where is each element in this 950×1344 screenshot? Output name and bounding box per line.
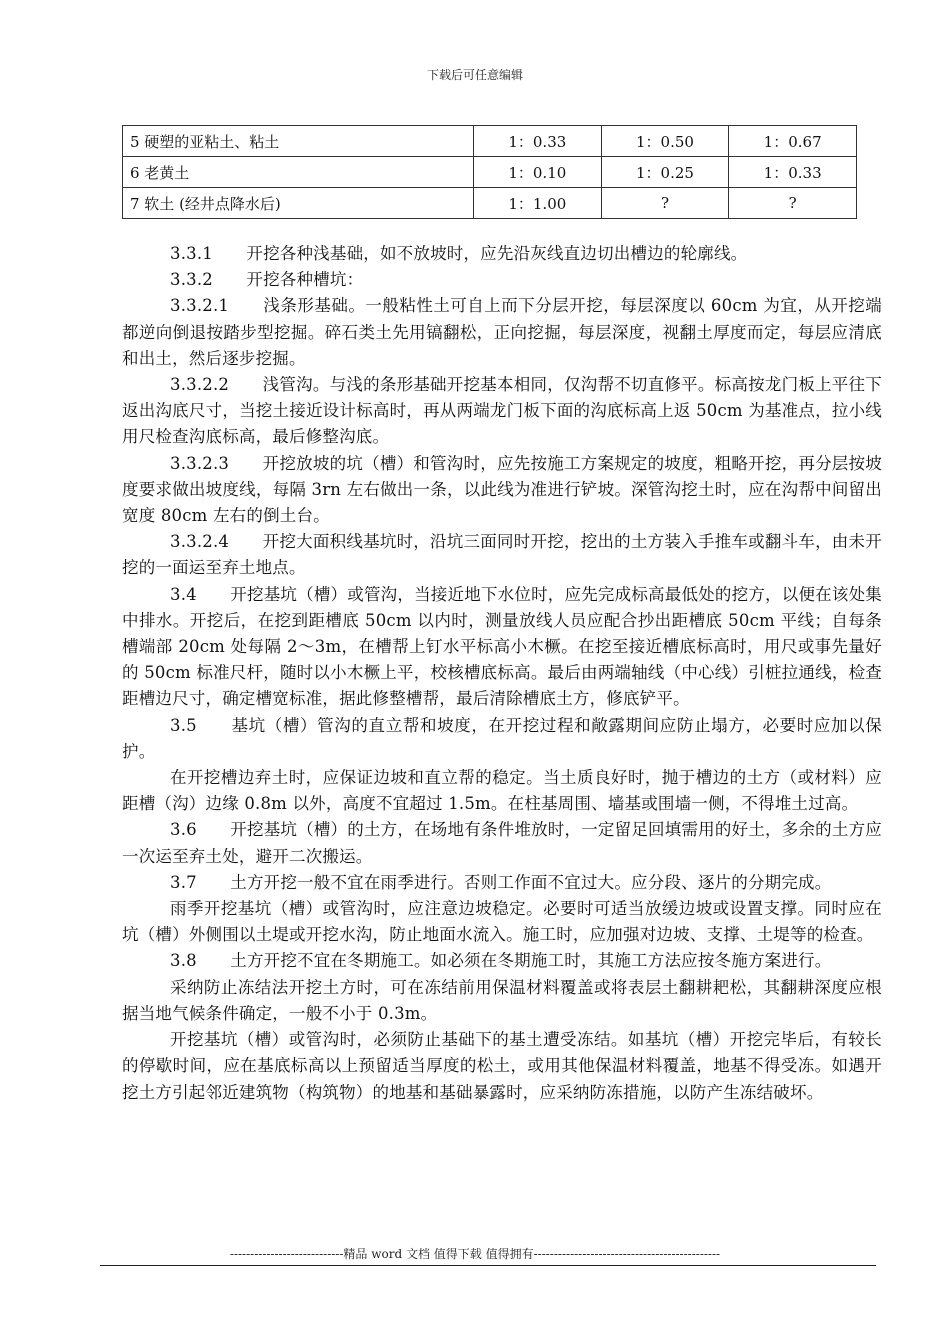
paragraph-3-8-foundation: 开挖基坑（槽）或管沟时，必须防止基础下的基土遭受冻结。如基坑（槽）开挖完毕后，有较长的停歇时间，应在基底标高以上预留适当厚度的松土，或用其他保温材料覆盖，地基不得受冻。如遇开挖土方引起邻近建筑物（构筑物）的地基和基础暴露时，应采纳防冻措施，以防产生冻结破坏。 xyxy=(122,1030,882,1102)
paragraph-3-7-rainy: 雨季开挖基坑（槽）或管沟时，应注意边坡稳定。必要时可适当放缓边坡或设置支撑。同时应在坑（槽）外侧围以土堤或开挖水沟，防止地面水流入。施工时，应加强对边坡、支撑、土堤等的检查。 xyxy=(122,899,882,945)
table-cell-value: 1：0.33 xyxy=(729,157,857,188)
table-cell-value: ? xyxy=(601,188,729,219)
paragraph-3-5: 3.5 基坑（槽）管沟的直立帮和坡度，在开挖过程和敞露期间应防止塌方，必要时应加以保护。 xyxy=(122,715,882,761)
paragraph-3-3-2-3: 3.3.2.3 开挖放坡的坑（槽）和管沟时，应先按施工方案规定的坡度，粗略开挖，再分层按坡度要求做出坡度线，每隔 3rn 左右做出一条，以此线为准进行铲坡。深管沟挖土时，应在沟帮中间留出宽度 80cm 左右的倒土台。 xyxy=(122,453,882,526)
paragraph-3-3-2-4: 3.3.2.4 开挖大面积线基坑时，沿坑三面同时开挖，挖出的土方装入手推车或翻斗车，由未开挖的一面运至弃土地点。 xyxy=(122,532,882,578)
paragraph-3-3-1: 3.3.1 开挖各种浅基础，如不放坡时，应先沿灰线直边切出槽边的轮廓线。 xyxy=(170,244,748,263)
page-header: 下载后可任意编辑 xyxy=(426,68,523,82)
table-row xyxy=(123,126,857,157)
paragraph-3-5-spoil: 在开挖槽边弃土时，应保证边坡和直立帮的稳定。当土质良好时，抛于槽边的土方（或材料）应距槽（沟）边缘 0.8m 以外，高度不宜超过 1.5m。在柱基周围、墙基或围墙一侧，不得堆土过高。 xyxy=(122,768,882,814)
paragraph-3-6: 3.6 开挖基坑（槽）的土方，在场地有条件堆放时，一定留足回填需用的好土，多余的土方应一次运至弃土处，避开二次搬运。 xyxy=(122,820,882,866)
paragraph-3-4: 3.4 开挖基坑（槽）或管沟，当接近地下水位时，应先完成标高最低处的挖方，以便在该处集中排水。开挖后，在挖到距槽底 50cm 以内时，测量放线人员应配合抄出距槽底 50cm 平线；自每条槽端部 20cm 处每隔 2～3m，在槽帮上钉水平标高小木橛。在挖至接近槽底标高时，用尺或事先量好的 50cm 标准尺杆，随时以小木橛上平，校核槽底标高。最后由两端轴线（中心线）引桩拉通线，检查距槽边尺寸，确定槽宽标准，据此修整槽帮，最后清除槽底土方，修底铲平。 xyxy=(122,584,882,709)
table-cell-value: 1：0.50 xyxy=(601,126,729,157)
table-cell-soil-type: 6 老黄土 xyxy=(123,157,474,188)
table-cell-value: 1：0.67 xyxy=(729,126,857,157)
table-cell-soil-type: 7 软土 (经井点降水后) xyxy=(123,188,474,219)
paragraph-3-3-2-2: 3.3.2.2 浅管沟。与浅的条形基础开挖基本相同，仅沟帮不切直修平。标高按龙门板上平往下返出沟底尺寸，当挖土接近设计标高时，再从两端龙门板下面的沟底标高上返 50cm 为基准点，拉小线用尺检查沟底标高，最后修整沟底。 xyxy=(122,375,882,447)
table-row xyxy=(123,157,857,188)
paragraph-3-7: 3.7 土方开挖一般不宜在雨季进行。否则工作面不宜过大。应分段、逐片的分期完成。 xyxy=(170,872,832,892)
table-row xyxy=(123,188,857,219)
table-cell-soil-type: 5 硬塑的亚粘土、粘土 xyxy=(123,126,474,157)
paragraph-3-8-antifreeze: 采纳防止冻结法开挖土方时，可在冻结前用保温材料覆盖或将表层土翻耕耙松，其翻耕深度应根据当地气候条件确定，一般不小于 0.3m。 xyxy=(122,977,882,1023)
table-cell-value: ? xyxy=(729,188,857,219)
paragraph-3-8: 3.8 土方开挖不宜在冬期施工。如必须在冬期施工时，其施工方法应按冬施方案进行。 xyxy=(170,951,832,971)
table-cell-value: 1：0.33 xyxy=(474,126,602,157)
paragraph-3-3-2: 3.3.2 开挖各种槽坑： xyxy=(170,270,364,290)
page-footer: ----------------------------精品 word 文档 值得下载 值得拥有---------------------------------------------- xyxy=(229,1247,721,1261)
footer-divider xyxy=(100,1265,876,1266)
paragraph-3-3-2-1: 3.3.2.1 浅条形基础。一般粘性土可自上而下分层开挖，每层深度以 60cm 为宜，从开挖端都逆向倒退按踏步型挖掘。碎石类土先用镐翻松，正向挖掘，每层深度，视翻土厚度而定，每层应清底和出土，然后逐步挖掘。 xyxy=(122,296,882,368)
document-body xyxy=(122,241,882,1106)
slope-ratio-table xyxy=(122,125,857,219)
table-cell-value: 1：0.25 xyxy=(601,157,729,188)
table-cell-value: 1：1.00 xyxy=(474,188,602,219)
table-cell-value: 1：0.10 xyxy=(474,157,602,188)
